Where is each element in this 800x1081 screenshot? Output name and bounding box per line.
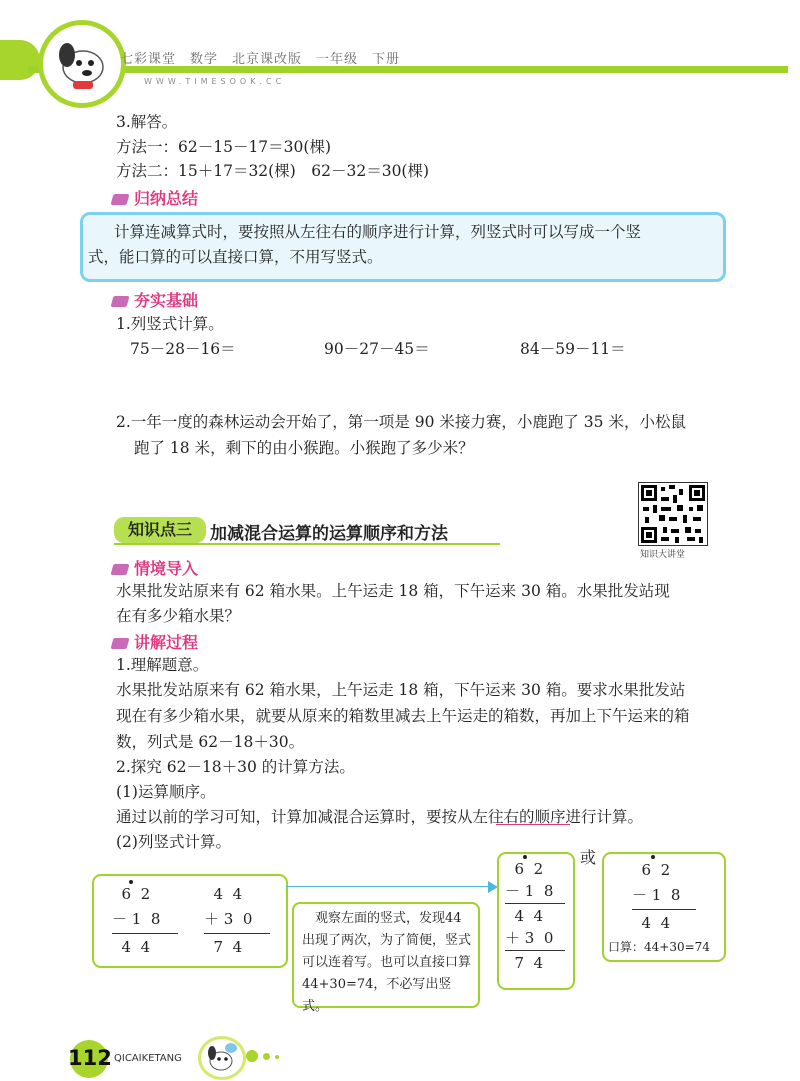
explain-p3: 数，列式是 62－18＋30。 (116, 733, 305, 751)
vertical-line (632, 909, 696, 910)
note-text: 观察左面的竖式，发现44出现了两次，为了简便，竖式可以连着写。也可以直接口算44+30=74，不必写出竖式。 (302, 911, 472, 1014)
vertical-line (505, 950, 565, 951)
explain-label: 讲解过程 (112, 630, 198, 653)
qr-caption: 知识大讲堂 (640, 550, 686, 560)
explain-step1: 1.理解题意。 (116, 656, 209, 674)
section-book-icon (111, 296, 130, 307)
solution-heading: 3.解答。 (116, 113, 178, 131)
basics-q2-line1: 2.一年一度的森林运动会开始了，第一项是 90 米接力赛，小鹿跑了 35 米，小松鼠 (116, 413, 686, 431)
vertical-calc-combined (505, 858, 565, 974)
solution-method2: 方法二：15＋17＝32(棵) 62－32＝30(棵) (116, 162, 430, 180)
summary-line2: 式，能口算的可以直接口算，不用写竖式。 (88, 248, 383, 266)
section-book-icon (111, 638, 130, 649)
knowledge-point-tag: 知识点三 (114, 517, 206, 543)
emphasis-underline (496, 824, 570, 825)
header-bar (28, 66, 788, 73)
vertical-row: 7 4 (204, 938, 243, 956)
footer-dot (275, 1055, 279, 1059)
explain-p2: 现在有多少箱水果，就要从原来的箱数里减去上午运走的箱数，再加上下午运来的箱 (116, 707, 690, 725)
explain-p1: 水果批发站原来有 62 箱水果，上午运走 18 箱，下午运来 30 箱。要求水果批发站 (116, 681, 686, 699)
vertical-row: ＋ 3 0 (204, 910, 253, 928)
explain-sub1-text: 通过以前的学习可知，计算加减混合运算时，要按从左往右的顺序进行计算。 (116, 808, 644, 826)
vertical-row: － 1 8 (505, 882, 554, 900)
header-title: 七彩课堂 数学 北京课改版 一年级 下册 (120, 52, 401, 67)
vertical-row: 4 4 (112, 938, 151, 956)
vertical-row: 7 4 (505, 954, 544, 972)
explain-sub2: (2)列竖式计算。 (116, 833, 231, 851)
explain-sub1: (1)运算顺序。 (116, 783, 216, 801)
intro-line1: 水果批发站原来有 62 箱水果。上午运走 18 箱，下午运来 30 箱。水果批发站现 (116, 582, 670, 600)
basics-q1: 1.列竖式计算。 (116, 315, 224, 333)
explain-step2: 2.探究 62－18＋30 的计算方法。 (116, 758, 355, 776)
page-number: 112 (68, 1046, 112, 1070)
vertical-calc-44-30 (204, 882, 270, 960)
intro-label: 情境导入 (112, 556, 198, 579)
vertical-calc-62-18 (112, 882, 178, 960)
oral-calc-text: 口算：44+30=74 (608, 940, 710, 954)
footer-brand: QICAIKETANG (114, 1053, 182, 1064)
summary-label: 归纳总结 (112, 186, 198, 209)
vertical-row: ＋ 3 0 (505, 929, 554, 947)
basics-label: 夯实基础 (112, 288, 198, 311)
solution-method1: 方法一：62－15－17＝30(棵) (116, 138, 331, 156)
mascot-dog-icon (38, 20, 126, 108)
footer-mascot-icon (198, 1036, 246, 1080)
knowledge-point-title: 加减混合运算的运算顺序和方法 (210, 524, 448, 544)
footer-dot (263, 1053, 270, 1060)
vertical-line (112, 933, 178, 934)
summary-line1: 计算连减算式时，要按照从左往右的顺序进行计算，列竖式时可以写成一个竖 (114, 223, 642, 241)
vertical-row: 6 2 (632, 861, 671, 879)
footer-dot (246, 1050, 258, 1062)
header-url: WWW.TIMESOOK.CC (144, 77, 286, 86)
or-label: 或 (580, 848, 597, 867)
vertical-row: 4 4 (204, 885, 243, 903)
vertical-row: － 1 8 (112, 910, 161, 928)
vertical-row: 4 4 (505, 907, 544, 925)
basics-expr-1: 75－28－16＝ (130, 340, 236, 358)
intro-line2: 在有多少箱水果？ (116, 607, 241, 625)
section-book-icon (111, 194, 130, 205)
vertical-line (204, 933, 270, 934)
vertical-line (505, 903, 565, 904)
vertical-row: 4 4 (632, 914, 671, 932)
section-book-icon (111, 564, 130, 575)
vertical-row: 6 2 (505, 860, 544, 878)
qr-code-icon[interactable] (638, 482, 708, 546)
header-accent (0, 40, 40, 80)
vertical-row: 6 2 (112, 885, 151, 903)
arrow-line (286, 886, 490, 887)
basics-expr-3: 84－59－11＝ (520, 340, 626, 358)
basics-expr-2: 90－27－45＝ (324, 340, 430, 358)
basics-q2-line2: 跑了 18 米，剩下的由小猴跑。小猴跑了多少米？ (134, 439, 474, 457)
vertical-row: － 1 8 (632, 886, 681, 904)
vertical-calc-alt (632, 858, 696, 936)
